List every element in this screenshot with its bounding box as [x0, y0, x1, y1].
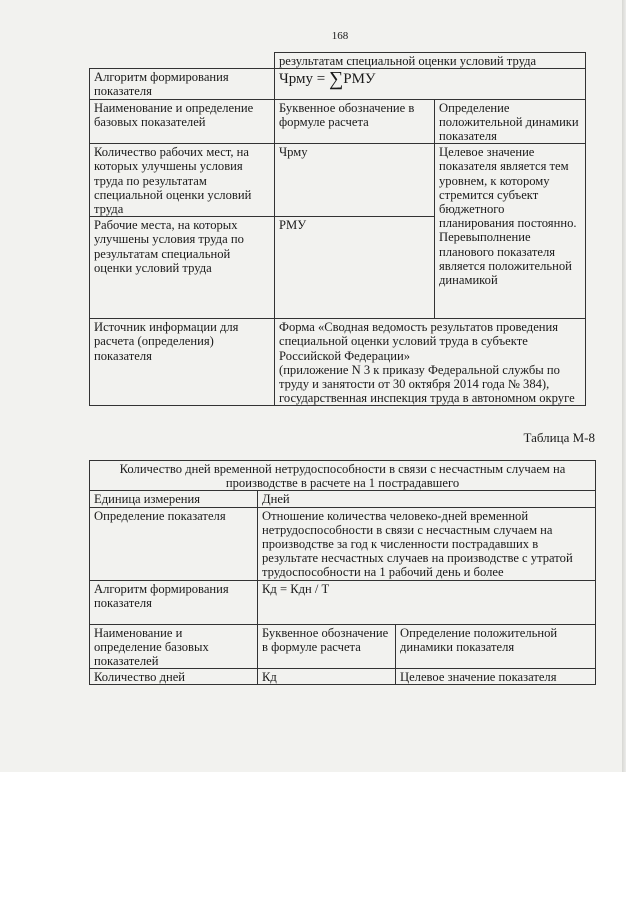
formula-symbol: Чрму — [275, 144, 435, 217]
algorithm-label: Алгоритм формирования показателя — [90, 69, 275, 99]
algorithm-formula — [275, 69, 586, 99]
source-text-line: (приложение N 3 к приказу Федеральной службы по труду и занятости от 30 октября 2014 года № 384), государственная инспекция труда в автономном округе — [279, 362, 575, 406]
algorithm-formula: Кд = Кдн / Т — [258, 580, 596, 624]
column-header: Буквенное обозначение в формуле расчета — [258, 624, 396, 669]
unit-value: Дней — [258, 491, 596, 507]
formula-symbol: Кд — [258, 669, 396, 685]
table-row — [90, 144, 586, 217]
dynamics-definition: Целевое значение показателя — [396, 669, 596, 685]
base-indicator-name: Количество рабочих мест, на которых улучшены условия труда по результатам специальной оценки условий труда — [90, 144, 275, 217]
table-row — [90, 491, 596, 507]
table-row — [90, 53, 586, 69]
sum-symbol: ∑ — [328, 68, 344, 91]
column-header: Буквенное обозначение в формуле расчета — [275, 99, 435, 144]
table-title: Количество дней временной нетрудоспособности в связи с несчастным случаем на производстве в расчете на 1 пострадавшего — [90, 461, 596, 491]
column-header: Наименование и определение базовых показателей — [90, 99, 275, 144]
empty-cell — [90, 53, 275, 69]
page-edge-shadow — [622, 0, 626, 772]
base-indicator-name: Количество дней — [90, 669, 258, 685]
table-row — [90, 69, 586, 99]
column-header: Определение положительной динамики показателя — [435, 99, 586, 144]
algorithm-label: Алгоритм формирования показателя — [90, 580, 258, 624]
definition-text: Отношение количества человеко-дней временной нетрудоспособности в связи с несчастным случаем на производстве за год к численности пострадавших в результате несчастных случаев на производстве с утратой трудоспособности на 1 рабочий день и более — [258, 507, 596, 580]
table-row — [90, 624, 596, 669]
header-continuation: результатам специальной оценки условий труда — [275, 53, 586, 69]
column-header: Определение положительной динамики показателя — [396, 624, 596, 669]
source-text — [275, 319, 586, 406]
unit-label: Единица измерения — [90, 491, 258, 507]
table-row — [90, 580, 596, 624]
table-row — [90, 669, 596, 685]
source-text-line: Форма «Сводная ведомость результатов проведения специальной оценки условий труда в субъекте Российской Федерации» — [279, 320, 559, 363]
formula-left: Чрму = — [279, 71, 329, 88]
column-header: Наименование и определение базовых показателей — [90, 624, 258, 669]
table-caption: Таблица М-8 — [523, 430, 595, 445]
formula-symbol: РМУ — [275, 217, 435, 319]
source-label: Источник информации для расчета (определения) показателя — [90, 319, 275, 406]
table-row — [90, 461, 596, 491]
indicator-table-m8 — [89, 460, 596, 685]
page-number: 168 — [331, 30, 349, 42]
table-row — [90, 319, 586, 406]
base-indicator-name: Рабочие места, на которых улучшены условия труда по результатам специальной оценки условий труда — [90, 217, 275, 319]
formula-right: РМУ — [343, 71, 376, 88]
table-row — [90, 507, 596, 580]
definition-label: Определение показателя — [90, 507, 258, 580]
table-row — [90, 99, 586, 144]
dynamics-definition: Целевое значение показателя является тем уровнем, к которому стремится субъект бюджетного планирования постоянно. Перевыполнение планового показателя является положительной динамикой — [435, 144, 586, 319]
indicator-table-continued — [89, 52, 586, 406]
